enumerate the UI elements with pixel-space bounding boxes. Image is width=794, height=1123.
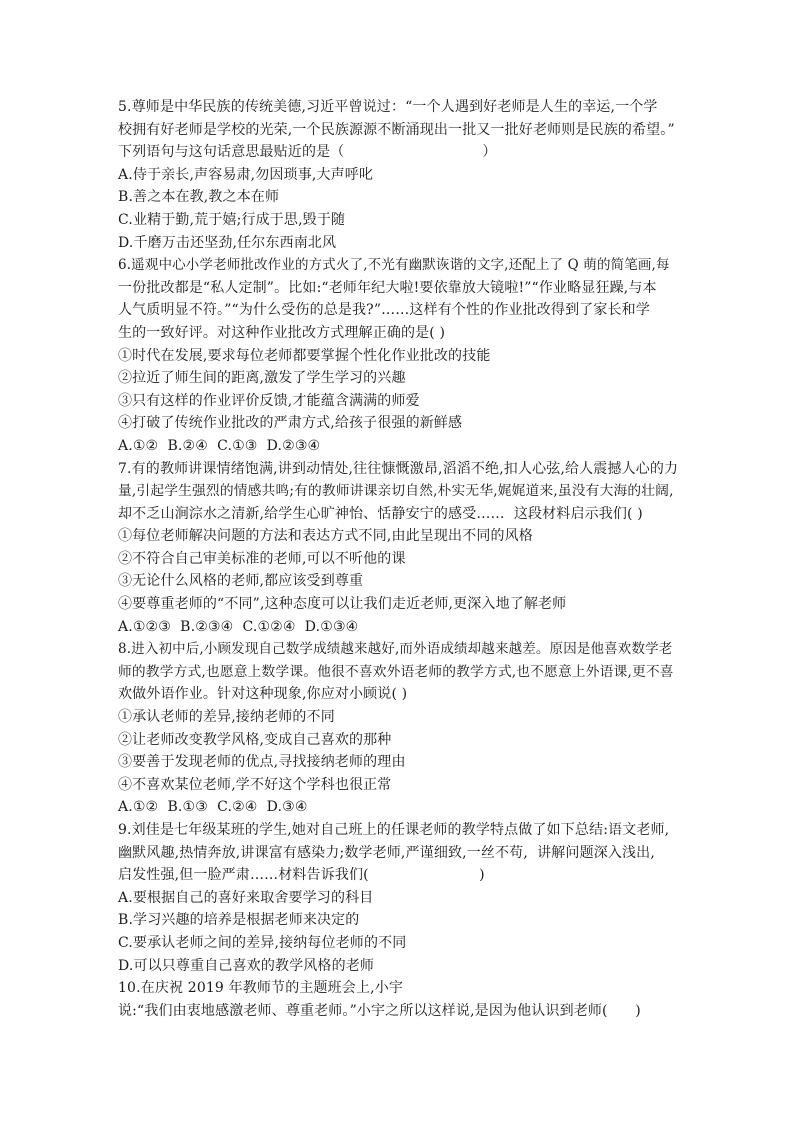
- answer-option: A.侍于亲长,声容易肃,勿因琐事,大声呼叱: [118, 166, 374, 183]
- answer-option: ①每位老师解决问题的方法和表达方式不同,由此呈现出不同的风格: [118, 528, 533, 545]
- answer-option: ③只有这样的作业评价反馈,才能蕴含满满的师爱: [118, 392, 420, 409]
- question-text-line: 6.遥观中心小学老师批改作业的方式火了,不光有幽默诙谐的文字,还配上了 Q 萌的简笔画,每: [118, 257, 670, 274]
- answer-option: C.业精于勤,荒于嬉;行成于思,毁于随: [118, 211, 346, 228]
- question-text-line: 说:“我们由衷地感激老师、尊重老师。”小宇之所以这样说,是因为他认识到老师( ): [118, 1002, 641, 1019]
- answer-option: ①时代在发展,要求每位老师都要掌握个性化作业批改的技能: [118, 347, 491, 364]
- answer-option: ④要尊重老师的“不同”,这种态度可以让我们走近老师,更深入地了解老师: [118, 596, 567, 613]
- question-text-line: 下列语句与这句话意思最贴近的是（ ）: [118, 144, 497, 161]
- question-text-line: 9.刘佳是七年级某班的学生,她对自己班上的任课老师的教学特点做了如下总结:语文老师,: [118, 822, 670, 838]
- question-text-line: 一份批改都是“私人定制”。比如:“老师年纪大啦!要依靠放大镜啦!”“作业略显狂躁,与本: [118, 279, 657, 296]
- answer-option: ④打破了传统作业批改的严肃方式,给孩子很强的新鲜感: [118, 415, 463, 432]
- answer-option: ①承认老师的差异,接纳老师的不同: [118, 709, 335, 726]
- question-text-line: 7.有的教师讲课情绪饱满,讲到动情处,往往慷慨激昂,滔滔不绝,扣人心弦,给人震撼人心的力: [118, 460, 679, 477]
- answer-option: C.要承认老师之间的差异,接纳每位老师的不同: [118, 934, 407, 951]
- question-text-line: 生的一致好评。对这种作业批改方式理解正确的是( ): [118, 324, 446, 341]
- answer-choices: A.①②③ B.②③④ C.①②④ D.①③④: [118, 618, 359, 635]
- answer-choices: A.①② B.①③ C.②④ D.③④: [118, 799, 308, 816]
- answer-option: D.可以只尊重自己喜欢的教学风格的老师: [118, 957, 375, 974]
- question-7: [118, 458, 678, 639]
- question-text-line: 校拥有好老师是学校的光荣,一个民族源源不断涌现出一批又一批好老师则是民族的希望。”: [118, 121, 675, 138]
- question-text-line: 欢做外语作业。针对这种现象,你应对小顾说( ): [118, 686, 408, 703]
- question-text-line: 启发性强,但一脸严肃……材料告诉我们( ): [118, 867, 485, 884]
- question-text-line: 人气质明显不符。”“为什么受伤的总是我?”……这样有个性的作业批改得到了家长和学: [118, 302, 650, 319]
- answer-option: B.善之本在教,教之本在师: [118, 189, 280, 206]
- question-9: [118, 819, 678, 977]
- answer-option: ②不符合自己审美标准的老师,可以不听他的课: [118, 550, 406, 567]
- question-text-line: 幽默风趣,热情奔放,讲课富有感染力;数学老师,严谨细致,一丝不苟, 讲解问题深入浅出,: [118, 844, 655, 861]
- question-text-line: 却不乏山涧淙水之清新,给学生心旷神怡、恬静安宁的感受…… 这段材料启示我们( ): [118, 505, 643, 522]
- answer-choices: A.①② B.②④ C.①③ D.②③④: [118, 437, 321, 454]
- question-text-line: 8.进入初中后,小顾发现自己数学成绩越来越好,而外语成绩却越来越差。原因是他喜欢数学老: [118, 641, 673, 658]
- answer-option: A.要根据自己的喜好来取舍要学习的科目: [118, 889, 374, 906]
- answer-option: ④不喜欢某位老师,学不好这个学科也很正常: [118, 776, 392, 793]
- question-text-line: 5.尊师是中华民族的传统美德,习近平曾说过：“一个人遇到好老师是人生的幸运,一个学: [118, 99, 658, 115]
- question-10: [118, 977, 678, 1022]
- answer-option: ③要善于发现老师的优点,寻找接纳老师的理由: [118, 754, 406, 771]
- answer-option: ②让老师改变教学风格,变成自己喜欢的那种: [118, 731, 392, 748]
- question-text-line: 10.在庆祝 2019 年教师节的主题班会上,小宇: [118, 980, 403, 997]
- question-5: [118, 96, 678, 254]
- question-6: [118, 254, 678, 457]
- question-list: [118, 96, 678, 1022]
- answer-option: ②拉近了师生间的距离,激发了学生学习的兴趣: [118, 370, 406, 387]
- answer-option: D.千磨万击还坚劲,任尔东西南北风: [118, 234, 337, 251]
- question-8: [118, 638, 678, 819]
- answer-option: ③无论什么风格的老师,都应该受到尊重: [118, 573, 364, 590]
- answer-option: B.学习兴趣的培养是根据老师来决定的: [118, 912, 360, 929]
- question-text-line: 量,引起学生强烈的情感共鸣;有的教师讲课亲切自然,朴实无华,娓娓道来,虽没有大海的壮阔,: [118, 483, 674, 500]
- question-text-line: 师的教学方式,也愿意上数学课。他很不喜欢外语老师的教学方式,也不愿意上外语课,更不喜: [118, 663, 674, 680]
